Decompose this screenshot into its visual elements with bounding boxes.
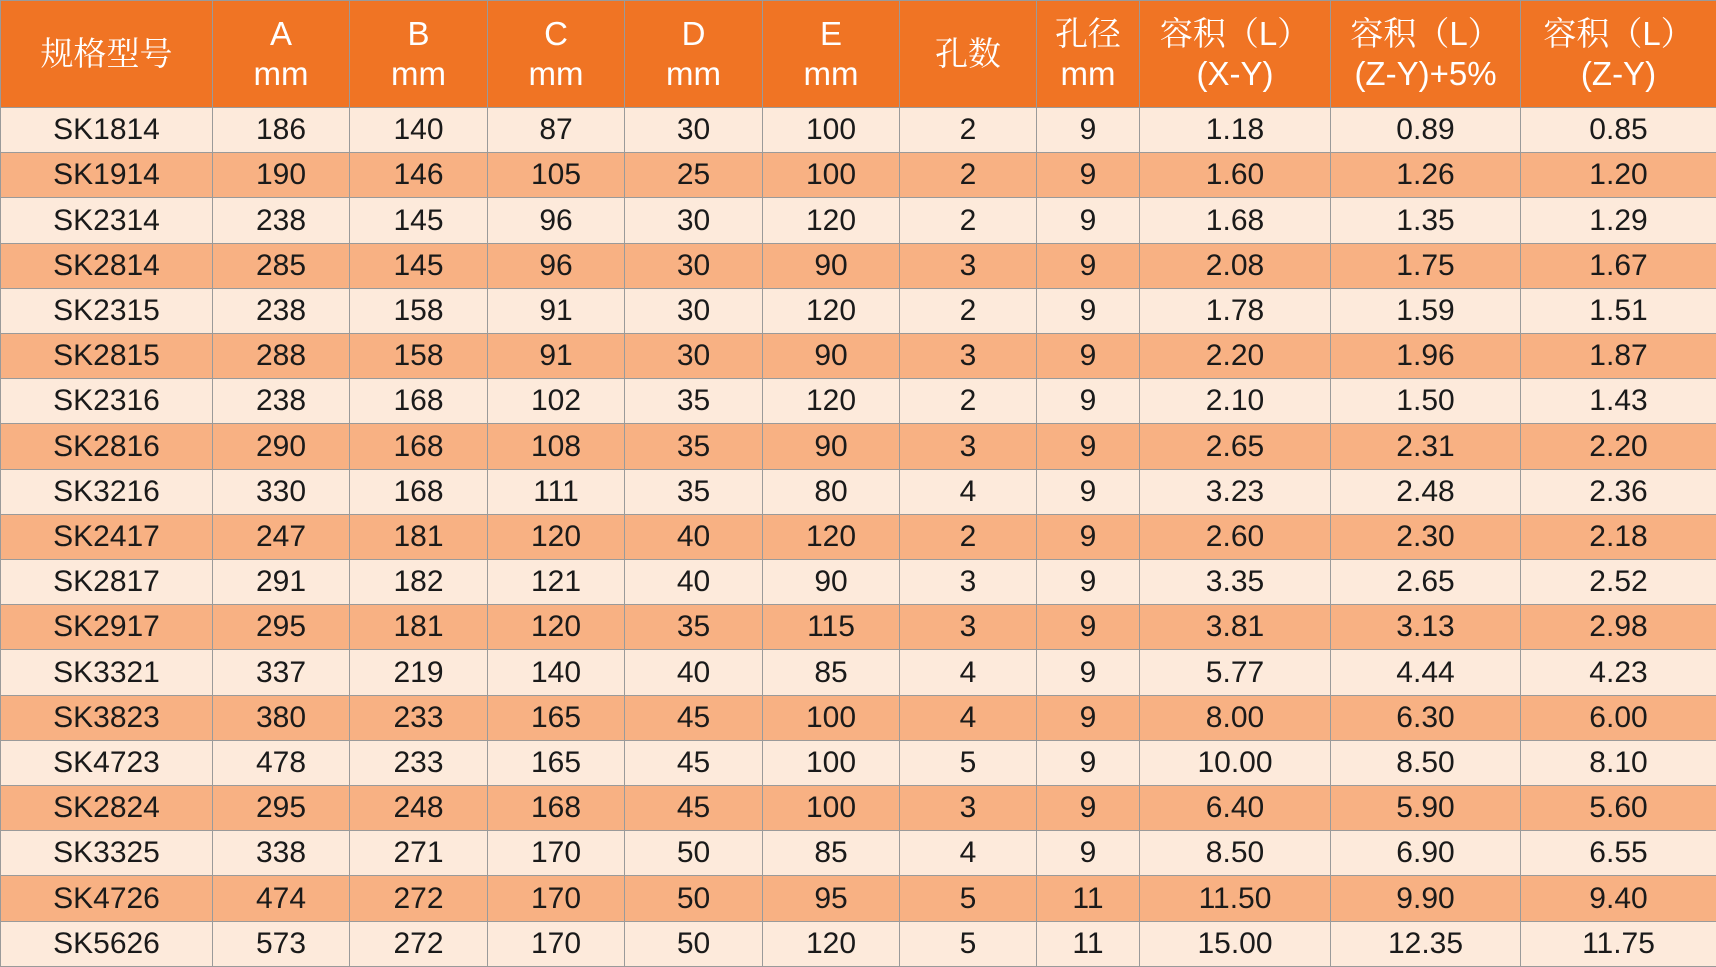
table-cell-e: 85 — [763, 831, 900, 876]
table-cell-vol_zy5: 6.90 — [1331, 831, 1521, 876]
column-header-line: (Z-Y)+5% — [1354, 55, 1497, 92]
table-cell-vol_xy: 8.50 — [1140, 831, 1331, 876]
table-cell-d: 35 — [625, 469, 763, 514]
table-cell-vol_zy: 2.36 — [1521, 469, 1716, 514]
table-row — [1, 288, 1716, 333]
table-cell-vol_xy: 2.10 — [1140, 379, 1331, 424]
table-cell-d: 45 — [625, 740, 763, 785]
table-cell-a: 186 — [213, 108, 350, 153]
table-cell-vol_zy: 2.20 — [1521, 424, 1716, 469]
table-cell-model: SK2917 — [1, 605, 213, 650]
table-cell-b: 248 — [350, 786, 488, 831]
table-cell-e: 100 — [763, 108, 900, 153]
column-header-d — [625, 1, 763, 108]
table-cell-hole_dia: 9 — [1037, 334, 1140, 379]
table-cell-d: 40 — [625, 514, 763, 559]
table-cell-hole_dia: 9 — [1037, 108, 1140, 153]
table-cell-hole_dia: 9 — [1037, 288, 1140, 333]
table-cell-d: 30 — [625, 243, 763, 288]
table-cell-c: 96 — [488, 243, 625, 288]
table-cell-model: SK2816 — [1, 424, 213, 469]
table-cell-d: 25 — [625, 153, 763, 198]
table-cell-e: 100 — [763, 695, 900, 740]
table-cell-holes: 2 — [900, 288, 1037, 333]
table-cell-d: 50 — [625, 831, 763, 876]
table-cell-a: 330 — [213, 469, 350, 514]
table-cell-vol_xy: 2.20 — [1140, 334, 1331, 379]
table-header — [1, 1, 1716, 108]
table-cell-vol_xy: 5.77 — [1140, 650, 1331, 695]
table-cell-holes: 4 — [900, 469, 1037, 514]
table-cell-holes: 3 — [900, 334, 1037, 379]
table-cell-model: SK2824 — [1, 786, 213, 831]
table-cell-e: 120 — [763, 921, 900, 966]
table-cell-model: SK4726 — [1, 876, 213, 921]
table-cell-vol_zy5: 1.59 — [1331, 288, 1521, 333]
table-cell-holes: 3 — [900, 786, 1037, 831]
table-cell-hole_dia: 9 — [1037, 198, 1140, 243]
table-cell-vol_zy: 1.67 — [1521, 243, 1716, 288]
table-cell-c: 91 — [488, 288, 625, 333]
table-cell-model: SK2315 — [1, 288, 213, 333]
table-cell-vol_zy5: 2.65 — [1331, 560, 1521, 605]
table-cell-vol_xy: 2.08 — [1140, 243, 1331, 288]
table-cell-vol_zy: 5.60 — [1521, 786, 1716, 831]
table-cell-a: 247 — [213, 514, 350, 559]
table-cell-vol_zy: 11.75 — [1521, 921, 1716, 966]
table-cell-e: 120 — [763, 379, 900, 424]
table-cell-vol_xy: 1.60 — [1140, 153, 1331, 198]
column-header-line: B — [407, 15, 430, 52]
table-cell-hole_dia: 9 — [1037, 650, 1140, 695]
table-cell-vol_zy5: 2.31 — [1331, 424, 1521, 469]
table-cell-holes: 3 — [900, 560, 1037, 605]
table-cell-vol_zy5: 9.90 — [1331, 876, 1521, 921]
column-header-line: (X-Y) — [1196, 55, 1274, 92]
table-cell-a: 291 — [213, 560, 350, 605]
table-row — [1, 876, 1716, 921]
table-cell-hole_dia: 9 — [1037, 469, 1140, 514]
table-cell-vol_zy: 9.40 — [1521, 876, 1716, 921]
table-cell-holes: 3 — [900, 424, 1037, 469]
table-cell-b: 140 — [350, 108, 488, 153]
table-cell-d: 30 — [625, 334, 763, 379]
table-cell-b: 168 — [350, 379, 488, 424]
table-cell-vol_zy5: 1.75 — [1331, 243, 1521, 288]
table-cell-e: 80 — [763, 469, 900, 514]
table-cell-model: SK3325 — [1, 831, 213, 876]
table-cell-b: 145 — [350, 198, 488, 243]
table-cell-a: 238 — [213, 379, 350, 424]
table-cell-vol_zy5: 4.44 — [1331, 650, 1521, 695]
table-cell-a: 380 — [213, 695, 350, 740]
table-cell-a: 338 — [213, 831, 350, 876]
column-header-line: mm — [803, 55, 859, 92]
table-cell-e: 90 — [763, 424, 900, 469]
table-cell-c: 111 — [488, 469, 625, 514]
column-header-hole_dia — [1037, 1, 1140, 108]
table-cell-e: 95 — [763, 876, 900, 921]
table-cell-b: 168 — [350, 469, 488, 514]
table-cell-c: 91 — [488, 334, 625, 379]
table-cell-a: 238 — [213, 198, 350, 243]
table-cell-c: 102 — [488, 379, 625, 424]
column-header-a — [213, 1, 350, 108]
column-header-line: 容积（L） — [1159, 15, 1311, 52]
table-cell-hole_dia: 11 — [1037, 876, 1140, 921]
table-cell-b: 233 — [350, 740, 488, 785]
table-body — [1, 108, 1716, 967]
table-cell-holes: 3 — [900, 243, 1037, 288]
table-row — [1, 334, 1716, 379]
table-cell-hole_dia: 9 — [1037, 740, 1140, 785]
table-row — [1, 695, 1716, 740]
table-cell-hole_dia: 9 — [1037, 786, 1140, 831]
column-header-line: A — [269, 15, 292, 52]
header-row — [1, 1, 1716, 108]
table-cell-c: 168 — [488, 786, 625, 831]
table-cell-vol_xy: 1.68 — [1140, 198, 1331, 243]
table-cell-c: 165 — [488, 695, 625, 740]
column-header-line: 孔数 — [935, 35, 1001, 72]
table-cell-c: 170 — [488, 876, 625, 921]
table-cell-e: 120 — [763, 198, 900, 243]
table-row — [1, 740, 1716, 785]
table-cell-vol_xy: 1.78 — [1140, 288, 1331, 333]
table-cell-vol_zy5: 1.26 — [1331, 153, 1521, 198]
table-cell-vol_xy: 11.50 — [1140, 876, 1331, 921]
table-cell-vol_xy: 6.40 — [1140, 786, 1331, 831]
table-cell-b: 272 — [350, 921, 488, 966]
table-cell-vol_zy: 1.87 — [1521, 334, 1716, 379]
column-header-line: 孔径 — [1055, 15, 1121, 52]
table-cell-a: 573 — [213, 921, 350, 966]
column-header-line: E — [819, 15, 842, 52]
table-cell-d: 35 — [625, 605, 763, 650]
table-cell-a: 238 — [213, 288, 350, 333]
table-row — [1, 514, 1716, 559]
table-cell-b: 181 — [350, 514, 488, 559]
table-cell-model: SK4723 — [1, 740, 213, 785]
table-cell-model: SK2417 — [1, 514, 213, 559]
table-cell-d: 30 — [625, 198, 763, 243]
table-row — [1, 831, 1716, 876]
table-cell-holes: 3 — [900, 605, 1037, 650]
table-cell-vol_zy5: 12.35 — [1331, 921, 1521, 966]
table-cell-holes: 2 — [900, 514, 1037, 559]
table-row — [1, 560, 1716, 605]
table-cell-model: SK1914 — [1, 153, 213, 198]
table-cell-d: 50 — [625, 876, 763, 921]
table-row — [1, 424, 1716, 469]
table-cell-b: 158 — [350, 288, 488, 333]
table-cell-c: 87 — [488, 108, 625, 153]
table-cell-vol_xy: 2.65 — [1140, 424, 1331, 469]
table-cell-d: 40 — [625, 650, 763, 695]
table-row — [1, 786, 1716, 831]
table-cell-a: 474 — [213, 876, 350, 921]
table-cell-d: 30 — [625, 108, 763, 153]
table-cell-e: 100 — [763, 740, 900, 785]
table-cell-d: 35 — [625, 424, 763, 469]
column-header-line: mm — [391, 55, 446, 92]
table-cell-a: 295 — [213, 605, 350, 650]
table-cell-b: 233 — [350, 695, 488, 740]
table-cell-e: 115 — [763, 605, 900, 650]
table-cell-d: 45 — [625, 786, 763, 831]
table-cell-b: 146 — [350, 153, 488, 198]
column-header-line: 容积（L） — [1350, 15, 1501, 52]
column-header-line: 规格型号 — [40, 35, 173, 72]
table-cell-holes: 4 — [900, 695, 1037, 740]
table-cell-c: 120 — [488, 514, 625, 559]
table-cell-vol_zy: 1.43 — [1521, 379, 1716, 424]
table-cell-vol_xy: 1.18 — [1140, 108, 1331, 153]
table-cell-e: 120 — [763, 514, 900, 559]
table-cell-vol_xy: 10.00 — [1140, 740, 1331, 785]
table-cell-holes: 5 — [900, 876, 1037, 921]
table-cell-holes: 2 — [900, 153, 1037, 198]
table-cell-e: 100 — [763, 786, 900, 831]
table-cell-vol_zy5: 1.50 — [1331, 379, 1521, 424]
table-cell-hole_dia: 9 — [1037, 605, 1140, 650]
table-cell-e: 100 — [763, 153, 900, 198]
column-header-line: (Z-Y) — [1580, 55, 1657, 92]
column-header-model — [1, 1, 213, 108]
column-header-vol_zy5 — [1331, 1, 1521, 108]
column-header-line: mm — [1060, 55, 1116, 92]
table-row — [1, 469, 1716, 514]
table-row — [1, 198, 1716, 243]
table-cell-model: SK3321 — [1, 650, 213, 695]
table-cell-vol_zy: 6.55 — [1521, 831, 1716, 876]
table-row — [1, 153, 1716, 198]
table-cell-model: SK2314 — [1, 198, 213, 243]
table-row — [1, 379, 1716, 424]
table-cell-model: SK2316 — [1, 379, 213, 424]
column-header-line: C — [544, 15, 568, 52]
table-row — [1, 243, 1716, 288]
table-cell-b: 272 — [350, 876, 488, 921]
table-row — [1, 650, 1716, 695]
table-cell-a: 190 — [213, 153, 350, 198]
table-cell-holes: 2 — [900, 108, 1037, 153]
table-cell-hole_dia: 11 — [1037, 921, 1140, 966]
table-cell-vol_zy: 0.85 — [1521, 108, 1716, 153]
table-cell-vol_zy5: 1.96 — [1331, 334, 1521, 379]
table-cell-e: 90 — [763, 560, 900, 605]
table-cell-vol_zy: 2.52 — [1521, 560, 1716, 605]
column-header-holes — [900, 1, 1037, 108]
column-header-b — [350, 1, 488, 108]
table-cell-vol_zy5: 8.50 — [1331, 740, 1521, 785]
table-cell-c: 165 — [488, 740, 625, 785]
table-cell-vol_xy: 8.00 — [1140, 695, 1331, 740]
table-cell-a: 295 — [213, 786, 350, 831]
table-cell-model: SK5626 — [1, 921, 213, 966]
table-cell-e: 120 — [763, 288, 900, 333]
table-cell-holes: 5 — [900, 740, 1037, 785]
table-cell-b: 219 — [350, 650, 488, 695]
table-cell-vol_xy: 3.81 — [1140, 605, 1331, 650]
table-cell-vol_zy: 1.20 — [1521, 153, 1716, 198]
table-cell-vol_zy: 1.51 — [1521, 288, 1716, 333]
table-cell-c: 140 — [488, 650, 625, 695]
table-cell-d: 35 — [625, 379, 763, 424]
table-cell-vol_zy5: 3.13 — [1331, 605, 1521, 650]
table-cell-model: SK2817 — [1, 560, 213, 605]
table-cell-holes: 2 — [900, 198, 1037, 243]
column-header-line: D — [681, 15, 706, 52]
column-header-line: mm — [666, 55, 721, 92]
table-cell-hole_dia: 9 — [1037, 695, 1140, 740]
table-cell-b: 182 — [350, 560, 488, 605]
table-cell-hole_dia: 9 — [1037, 560, 1140, 605]
table-row — [1, 108, 1716, 153]
table-cell-holes: 5 — [900, 921, 1037, 966]
column-header-line: mm — [253, 55, 309, 92]
table-cell-b: 271 — [350, 831, 488, 876]
table-cell-c: 105 — [488, 153, 625, 198]
table-cell-vol_zy: 8.10 — [1521, 740, 1716, 785]
table-cell-d: 50 — [625, 921, 763, 966]
table-cell-vol_zy: 1.29 — [1521, 198, 1716, 243]
table-cell-e: 85 — [763, 650, 900, 695]
column-header-vol_zy — [1521, 1, 1716, 108]
table-cell-d: 45 — [625, 695, 763, 740]
table-cell-a: 478 — [213, 740, 350, 785]
table-row — [1, 921, 1716, 966]
table-cell-model: SK3216 — [1, 469, 213, 514]
table-cell-c: 96 — [488, 198, 625, 243]
table-cell-a: 285 — [213, 243, 350, 288]
table-cell-vol_zy5: 2.48 — [1331, 469, 1521, 514]
table-cell-vol_zy5: 0.89 — [1331, 108, 1521, 153]
table-cell-hole_dia: 9 — [1037, 514, 1140, 559]
table-cell-b: 145 — [350, 243, 488, 288]
table-cell-a: 288 — [213, 334, 350, 379]
table-cell-vol_xy: 2.60 — [1140, 514, 1331, 559]
table-cell-hole_dia: 9 — [1037, 379, 1140, 424]
table-cell-holes: 4 — [900, 831, 1037, 876]
table-cell-a: 290 — [213, 424, 350, 469]
table-cell-hole_dia: 9 — [1037, 424, 1140, 469]
table-row — [1, 605, 1716, 650]
table-cell-b: 181 — [350, 605, 488, 650]
table-cell-vol_zy5: 6.30 — [1331, 695, 1521, 740]
table-cell-holes: 2 — [900, 379, 1037, 424]
table-cell-vol_zy5: 2.30 — [1331, 514, 1521, 559]
table-cell-vol_xy: 3.35 — [1140, 560, 1331, 605]
table-cell-holes: 4 — [900, 650, 1037, 695]
table-cell-d: 40 — [625, 560, 763, 605]
table-cell-vol_zy5: 1.35 — [1331, 198, 1521, 243]
table-cell-d: 30 — [625, 288, 763, 333]
table-cell-b: 168 — [350, 424, 488, 469]
table-cell-vol_zy: 6.00 — [1521, 695, 1716, 740]
table-cell-e: 90 — [763, 334, 900, 379]
table-cell-model: SK1814 — [1, 108, 213, 153]
table-cell-vol_zy: 2.18 — [1521, 514, 1716, 559]
column-header-line: 容积（L） — [1543, 15, 1694, 52]
table-cell-hole_dia: 9 — [1037, 153, 1140, 198]
table-cell-c: 170 — [488, 921, 625, 966]
table-cell-hole_dia: 9 — [1037, 243, 1140, 288]
table-cell-c: 170 — [488, 831, 625, 876]
table-cell-vol_xy: 15.00 — [1140, 921, 1331, 966]
table-cell-vol_xy: 3.23 — [1140, 469, 1331, 514]
table-cell-hole_dia: 9 — [1037, 831, 1140, 876]
table-cell-model: SK2815 — [1, 334, 213, 379]
column-header-e — [763, 1, 900, 108]
table-cell-a: 337 — [213, 650, 350, 695]
table-cell-model: SK2814 — [1, 243, 213, 288]
table-cell-c: 121 — [488, 560, 625, 605]
table-cell-model: SK3823 — [1, 695, 213, 740]
table-cell-vol_zy5: 5.90 — [1331, 786, 1521, 831]
table-cell-c: 120 — [488, 605, 625, 650]
column-header-line: mm — [528, 55, 584, 92]
table-cell-e: 90 — [763, 243, 900, 288]
column-header-vol_xy — [1140, 1, 1331, 108]
table-cell-vol_zy: 4.23 — [1521, 650, 1716, 695]
table-cell-b: 158 — [350, 334, 488, 379]
table-cell-vol_zy: 2.98 — [1521, 605, 1716, 650]
column-header-c — [488, 1, 625, 108]
table-cell-c: 108 — [488, 424, 625, 469]
